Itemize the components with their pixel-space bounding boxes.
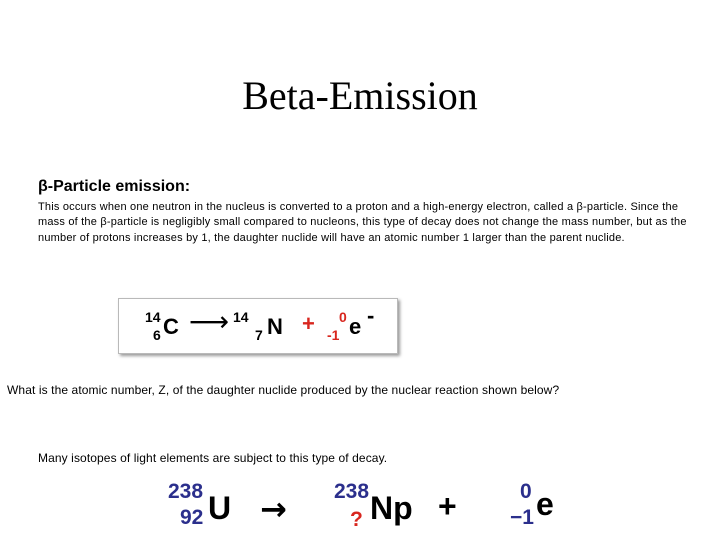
plus-sign: + [302, 311, 315, 336]
parent-nuclide-carbon [145, 309, 185, 349]
parent-mass-number: 14 [145, 309, 161, 325]
u-symbol: U [208, 490, 232, 526]
particle-mass-number: 0 [339, 309, 347, 325]
note-text: Many isotopes of light elements are subject to this type of decay. [38, 451, 388, 465]
plus-sign: + [438, 488, 457, 524]
body-paragraph: This occurs when one neutron in the nucleus is converted to a proton and a high-energy electron, called a β-particle. Since the mass of the β-particle is negligibly small compared to nucleons, this type of decay does not change the mass number, but as the number of protons increases by 1, the daughter nuclide will have an atomic number 1 larger than the parent nuclide. [38, 201, 687, 244]
particle-atomic-number: -1 [327, 327, 340, 343]
equation-uranium-decay [160, 480, 580, 538]
reaction-arrow-icon: ⟶ [189, 305, 230, 338]
daughter-atomic-number: 7 [255, 327, 263, 343]
question-text: What is the atomic number, Z, of the daughter nuclide produced by the nuclear reaction shown below? [7, 383, 560, 397]
np-symbol: Np [370, 490, 413, 526]
daughter-symbol: N [267, 314, 283, 339]
reaction-arrow-icon: → [260, 490, 287, 528]
section-heading: β-Particle emission: [38, 178, 191, 195]
u-mass-number: 238 [168, 480, 204, 503]
beta-particle [327, 303, 387, 349]
parent-symbol: C [163, 314, 179, 339]
np-mass-number: 238 [334, 480, 370, 503]
parent-atomic-number: 6 [153, 327, 161, 343]
particle-symbol: e [349, 314, 362, 339]
e-atomic-number: −1 [510, 506, 534, 529]
slide-title: Beta-Emission [242, 73, 478, 118]
daughter-mass-number: 14 [233, 309, 249, 325]
e-mass-number: 0 [520, 480, 532, 503]
e-symbol: e [536, 486, 554, 522]
particle-charge: - [367, 303, 375, 328]
u-atomic-number: 92 [180, 506, 204, 529]
equation-box-carbon-decay [118, 298, 398, 354]
np-atomic-number-unknown: ? [350, 508, 363, 531]
daughter-nuclide-nitrogen [233, 309, 283, 349]
